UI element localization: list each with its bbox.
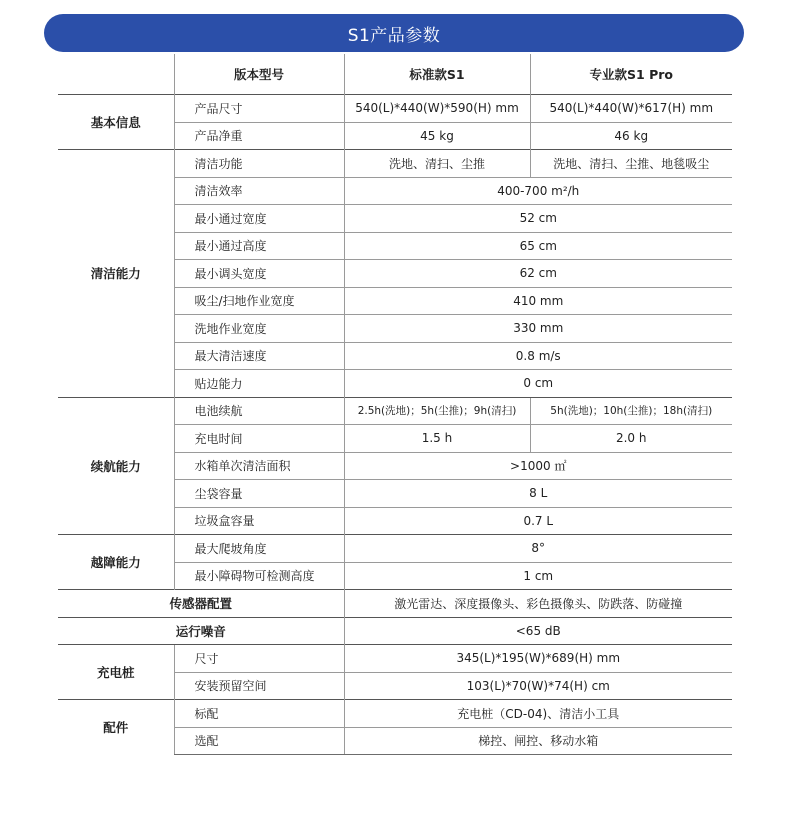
row-label: 安装预留空间 bbox=[174, 672, 344, 700]
row-label: 清洁效率 bbox=[174, 177, 344, 205]
group-endurance: 续航能力 bbox=[58, 397, 174, 535]
row-value: 0.8 m/s bbox=[344, 342, 732, 370]
row-value: 8° bbox=[344, 535, 732, 563]
row-label: 充电时间 bbox=[174, 425, 344, 453]
table-row bbox=[58, 700, 732, 728]
row-label: 清洁功能 bbox=[174, 150, 344, 178]
row-label: 选配 bbox=[174, 727, 344, 755]
header-blank bbox=[58, 54, 174, 95]
header-pro: 专业款S1 Pro bbox=[530, 54, 732, 95]
row-label: 产品尺寸 bbox=[174, 95, 344, 123]
group-sensors: 传感器配置 bbox=[58, 590, 344, 618]
row-label: 标配 bbox=[174, 700, 344, 728]
group-noise: 运行噪音 bbox=[58, 617, 344, 645]
row-value: 激光雷达、深度摄像头、彩色摄像头、防跌落、防碰撞 bbox=[344, 590, 732, 618]
row-value: 345(L)*195(W)*689(H) mm bbox=[344, 645, 732, 673]
row-label: 产品净重 bbox=[174, 122, 344, 150]
row-label: 最小通过宽度 bbox=[174, 205, 344, 233]
header-standard: 标准款S1 bbox=[344, 54, 530, 95]
row-value: 1 cm bbox=[344, 562, 732, 590]
row-label: 吸尘/扫地作业宽度 bbox=[174, 287, 344, 315]
row-value-standard: 540(L)*440(W)*590(H) mm bbox=[344, 95, 530, 123]
table-row bbox=[58, 535, 732, 563]
row-value: 0.7 L bbox=[344, 507, 732, 535]
row-value-pro: 5h(洗地)；10h(尘推)；18h(清扫) bbox=[530, 397, 732, 425]
row-value: 330 mm bbox=[344, 315, 732, 343]
row-value: 400-700 m²/h bbox=[344, 177, 732, 205]
group-accessory: 配件 bbox=[58, 700, 174, 755]
row-value: >1000 ㎡ bbox=[344, 452, 732, 480]
row-label: 电池续航 bbox=[174, 397, 344, 425]
row-value: 62 cm bbox=[344, 260, 732, 288]
row-label: 水箱单次清洁面积 bbox=[174, 452, 344, 480]
row-value-pro: 洗地、清扫、尘推、地毯吸尘 bbox=[530, 150, 732, 178]
row-label: 洗地作业宽度 bbox=[174, 315, 344, 343]
row-label: 最大清洁速度 bbox=[174, 342, 344, 370]
group-clean: 清洁能力 bbox=[58, 150, 174, 398]
row-value: 52 cm bbox=[344, 205, 732, 233]
row-value-pro: 46 kg bbox=[530, 122, 732, 150]
row-value-standard: 1.5 h bbox=[344, 425, 530, 453]
row-label: 最小调头宽度 bbox=[174, 260, 344, 288]
table-row bbox=[58, 617, 732, 645]
group-obstacle: 越障能力 bbox=[58, 535, 174, 590]
row-label: 尘袋容量 bbox=[174, 480, 344, 508]
spec-table bbox=[58, 54, 732, 755]
table-row bbox=[58, 150, 732, 178]
table-header-row bbox=[58, 54, 732, 95]
row-label: 最大爬坡角度 bbox=[174, 535, 344, 563]
row-value: 103(L)*70(W)*74(H) cm bbox=[344, 672, 732, 700]
row-label: 最小障碍物可检测高度 bbox=[174, 562, 344, 590]
row-value: 410 mm bbox=[344, 287, 732, 315]
row-value: 充电桩（CD-04)、清洁小工具 bbox=[344, 700, 732, 728]
header-model: 版本型号 bbox=[174, 54, 344, 95]
title-banner bbox=[44, 14, 744, 52]
row-value: 0 cm bbox=[344, 370, 732, 398]
row-value-standard: 2.5h(洗地)；5h(尘推)；9h(清扫) bbox=[344, 397, 530, 425]
row-value: 8 L bbox=[344, 480, 732, 508]
row-label: 最小通过高度 bbox=[174, 232, 344, 260]
row-value-pro: 2.0 h bbox=[530, 425, 732, 453]
row-value-standard: 洗地、清扫、尘推 bbox=[344, 150, 530, 178]
row-label: 贴边能力 bbox=[174, 370, 344, 398]
row-value: <65 dB bbox=[344, 617, 732, 645]
row-value-pro: 540(L)*440(W)*617(H) mm bbox=[530, 95, 732, 123]
group-charger: 充电桩 bbox=[58, 645, 174, 700]
row-value: 梯控、闸控、移动水箱 bbox=[344, 727, 732, 755]
row-value-standard: 45 kg bbox=[344, 122, 530, 150]
table-row bbox=[58, 95, 732, 123]
page-title: S1产品参数 bbox=[347, 25, 441, 46]
row-value: 65 cm bbox=[344, 232, 732, 260]
table-row bbox=[58, 645, 732, 673]
row-label: 尺寸 bbox=[174, 645, 344, 673]
row-label: 垃圾盒容量 bbox=[174, 507, 344, 535]
table-row bbox=[58, 590, 732, 618]
group-basic: 基本信息 bbox=[58, 95, 174, 150]
table-row bbox=[58, 397, 732, 425]
